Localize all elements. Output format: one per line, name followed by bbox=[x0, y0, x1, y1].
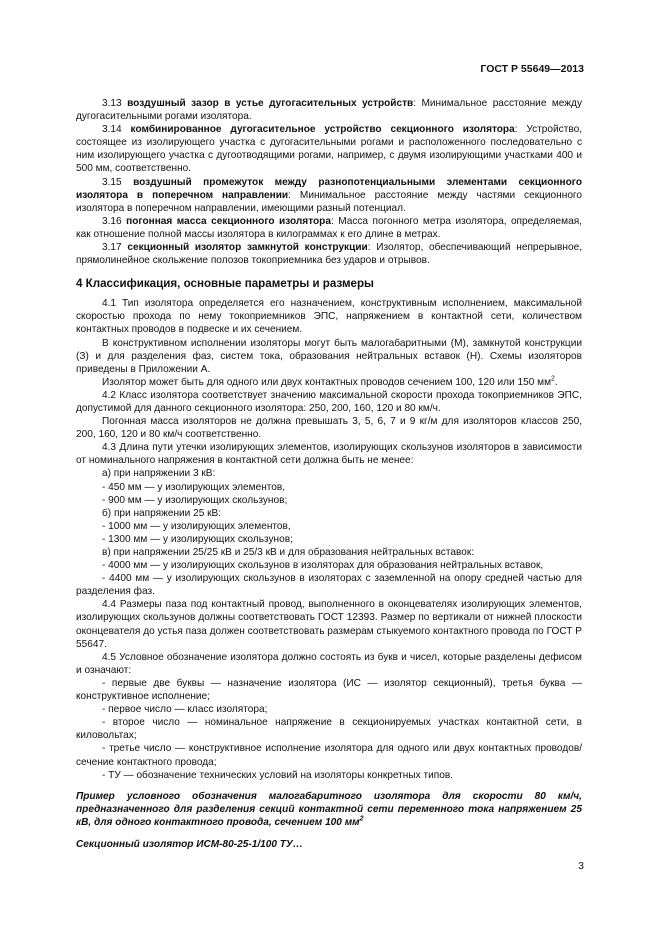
list-item: - 4400 мм — у изолирующих скользунов в изоляторах с заземленной на опору средней частью для разделения фаз. bbox=[76, 573, 582, 598]
page-number: 3 bbox=[578, 860, 584, 872]
list-item: - второе число — номинальное напряжение в секционируемых участках контактной сети, в киловольтах; bbox=[76, 717, 582, 742]
list-item: в) при напряжении 25/25 кВ и 25/3 кВ и для образования нейтральных вставок: bbox=[102, 547, 475, 558]
paragraph-4-3: 4.3 Длина пути утечки изолирующих элементов, изолирующих скользунов изоляторов в зависимости от номинального напряжения в контактной сети должна быть не менее: bbox=[76, 442, 582, 467]
definition-3-15: 3.15 воздушный промежуток между разнопотенциальными элементами секционного изолятора в поперечном направлении: Минимальное расстояние между частями секционного изолятора в поперечном направлении, имеющими разный потенциал. bbox=[76, 176, 583, 214]
paragraph-4-4: 4.4 Размеры паза под контактный провод, выполненного в оконцевателях изолирующих элементов, изолирующих скользунов должны соответствовать ГОСТ 12393. Размер по вертикали от нижней плоскости оконцевателя до устья паза должен соответствовать размерам стыкуемого контактного провода по ГОСТ Р 55647. bbox=[76, 599, 582, 650]
paragraph-4-1: 4.1 Тип изолятора определяется его назначением, конструктивным исполнением, максимальной скоростью прохода по нему токоприемников ЭПС, напряжением в контактной сети, количеством контактных проводов в подвеске и их сечением. bbox=[76, 298, 582, 336]
definition-3-17: 3.17 секционный изолятор замкнутой конструкции: Изолятор, обеспечивающий непрерывное, прямолинейное скольжение полозов токоприемника без ударов и отрывов. bbox=[76, 242, 582, 267]
list-item: - 450 мм — у изолирующих элементов, bbox=[102, 481, 286, 493]
standard-number: ГОСТ Р 55649—2013 bbox=[480, 63, 584, 75]
definition-3-16: 3.16 погонная масса секционного изолятора: Масса погонного метра изолятора, определяемая, как отношение полной массы изолятора в килограммах к его длине в метрах. bbox=[76, 215, 582, 240]
page-content bbox=[76, 97, 582, 851]
list-item: - 900 мм — у изолирующих скользунов; bbox=[102, 494, 288, 506]
definition-3-14: 3.14 комбинированное дугогасительное устройство секционного изолятора: Устройство, состоящее из изолирующего участка с дугогасительными рогами и расположенного последовательно с ним изолирующего участка с дугоотводящими рогами, например, с двумя изолирующими участками 400 и 500 мм, соответственно. bbox=[76, 124, 582, 175]
paragraph-4-2: 4.2 Класс изолятора соответствует значению максимальной скорости прохода токоприемников ЭПС, допустимой для данного секционного изолятора: 250, 200, 160, 120 и 80 км/ч. bbox=[76, 389, 582, 414]
section-heading: 4 Классификация, основные параметры и размеры bbox=[76, 277, 374, 291]
list-item: - ТУ — обозначение технических условий на изоляторы конкретных типов. bbox=[102, 769, 453, 781]
list-item: - первое число — класс изолятора; bbox=[102, 704, 268, 716]
paragraph-4-5: 4.5 Условное обозначение изолятора должно состоять из букв и чисел, которые разделены дефисом и означают: bbox=[76, 651, 582, 676]
list-item: - 1000 мм — у изолирующих элементов, bbox=[102, 520, 291, 532]
designation-example-code: Секционный изолятор ИСМ-80-25-1/100 ТУ… bbox=[76, 838, 303, 850]
list-item: - 1300 мм — у изолирующих скользунов; bbox=[102, 533, 293, 545]
list-item: б) при напряжении 25 кВ: bbox=[102, 507, 222, 519]
designation-example: Пример условного обозначения малогабаритного изолятора для скорости 80 км/ч, предназначенного для разделения секций контактной сети переменного тока напряжением 25 кВ, для одного контактного провода, сечением 100 $мм^2$ bbox=[76, 790, 582, 828]
list-item: а) при напряжении 3 кВ: bbox=[102, 468, 216, 480]
paragraph-4-2-mass: Погонная масса изоляторов не должна превышать 3, 5, 6, 7 и 9 кг/м для изоляторов классов 250, 200, 160, 120 и 80 км/ч соответственно. bbox=[76, 416, 582, 441]
paragraph-4-1-design: В конструктивном исполнении изоляторы могут быть малогабаритными (М), замкнутой конструкции (З) и для разделения фаз, систем тока, образования нейтральных вставок (Н). Схемы изоляторов приведены в Приложении А. bbox=[76, 337, 582, 375]
list-item: - 4000 мм — у изолирующих скользунов в изоляторах для образования нейтральных вставок, bbox=[102, 560, 544, 572]
list-item: - первые две буквы — назначение изолятора (ИС — изолятор секционный), третья буква — конструктивное исполнение; bbox=[76, 677, 582, 703]
list-item: - третье число — конструктивное исполнение изолятора для одного или двух контактных проводов/сечение контактного провода; bbox=[76, 743, 582, 768]
definition-3-13: 3.13 воздушный зазор в устье дугогасительных устройств: Минимальное расстояние между дугогасительными рогами изолятора. bbox=[76, 98, 582, 123]
paragraph-4-1-section: Изолятор может быть для одного или двух контактных проводов сечением 100, 120 или 150 $мм^2$. bbox=[102, 375, 558, 388]
